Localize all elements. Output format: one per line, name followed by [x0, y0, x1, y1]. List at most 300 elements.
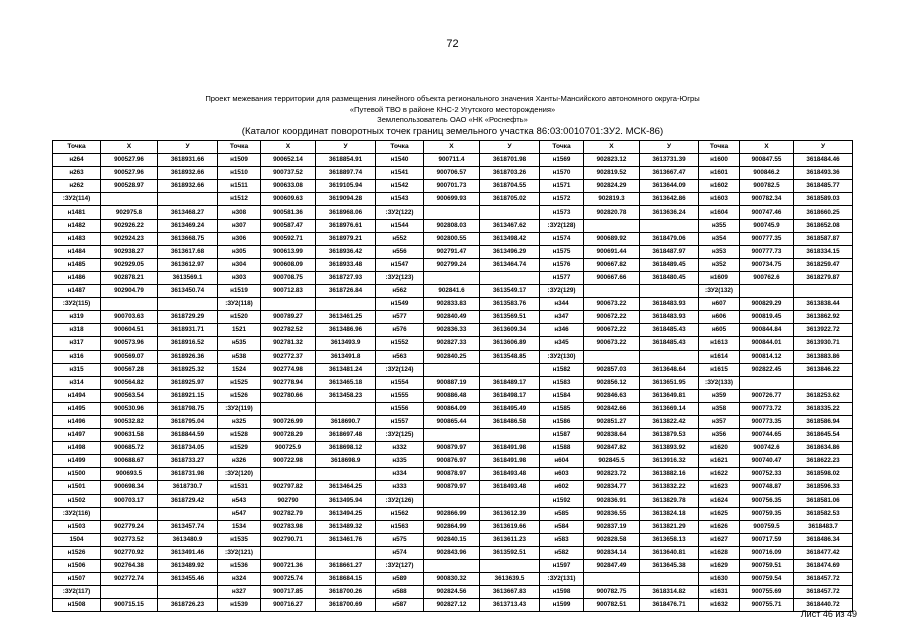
table-cell: н1509: [218, 154, 261, 167]
table-cell: 902780.66: [261, 389, 316, 402]
table-row: [53, 415, 853, 428]
table-cell: н333: [376, 481, 424, 494]
table-cell: 900844.01: [740, 337, 794, 350]
table-cell: н1481: [53, 206, 101, 219]
table-cell: 902924.23: [101, 232, 158, 245]
table-cell: н584: [540, 520, 584, 533]
table-cell: 3618477.42: [794, 546, 853, 559]
table-cell: н556: [376, 245, 424, 258]
table-cell: 3618979.21: [316, 232, 376, 245]
table-cell: 900716.09: [740, 546, 794, 559]
table-row: [53, 193, 853, 206]
table-cell: 3618701.98: [480, 154, 540, 167]
table-cell: 3613468.27: [158, 206, 218, 219]
table-cell: н1577: [540, 271, 584, 284]
table-cell: 902926.22: [101, 219, 158, 232]
table-cell: н1557: [376, 415, 424, 428]
table-cell: 900592.71: [261, 232, 316, 245]
table-cell: 902840.25: [424, 350, 480, 363]
table-cell: н1506: [53, 560, 101, 573]
table-row: [53, 455, 853, 468]
table-cell: 902823.12: [584, 154, 640, 167]
table-row: [53, 245, 853, 258]
table-cell: 902774.98: [261, 363, 316, 376]
table-cell: 3618684.15: [316, 573, 376, 586]
table-cell: 3618916.52: [158, 337, 218, 350]
table-cell: 902843.96: [424, 546, 480, 559]
table-cell: 900564.82: [101, 376, 158, 389]
table-cell: 900703.63: [101, 311, 158, 324]
table-cell: 3618483.7: [794, 520, 853, 533]
table-cell: 900759.51: [740, 560, 794, 573]
table-cell: 3613879.53: [640, 429, 699, 442]
table-cell: 3618589.03: [794, 193, 853, 206]
table-cell: н307: [218, 219, 261, 232]
table-cell: [101, 586, 158, 599]
table-cell: н1556: [376, 402, 424, 415]
table-cell: н1623: [699, 481, 740, 494]
table-cell: :ЗУ2(129): [540, 285, 584, 298]
table-cell: [101, 507, 158, 520]
table-cell: 3618731.98: [158, 468, 218, 481]
table-cell: 902827.33: [424, 337, 480, 350]
table-cell: 900819.45: [740, 311, 794, 324]
table-cell: 3613609.34: [480, 324, 540, 337]
table-cell: 900563.54: [101, 389, 158, 402]
table-cell: 902846.63: [584, 389, 640, 402]
table-cell: н1574: [540, 232, 584, 245]
table-cell: 3613822.42: [640, 415, 699, 428]
table-cell: 900693.5: [101, 468, 158, 481]
table-cell: 900846.2: [740, 167, 794, 180]
table-cell: 902822.45: [740, 363, 794, 376]
table-row: [53, 442, 853, 455]
table-cell: 900744.65: [740, 429, 794, 442]
table-cell: н1609: [699, 271, 740, 284]
table-cell: 3618489.17: [480, 376, 540, 389]
table-cell: [424, 494, 480, 507]
table-cell: 3618968.06: [316, 206, 376, 219]
table-row: [53, 429, 853, 442]
table-cell: 902823.72: [584, 468, 640, 481]
table-cell: 902847.49: [584, 560, 640, 573]
table-cell: 900748.87: [740, 481, 794, 494]
table-cell: 902929.05: [101, 258, 158, 271]
table-cell: н1510: [218, 167, 261, 180]
table-cell: [424, 560, 480, 573]
table-cell: 900752.33: [740, 468, 794, 481]
table-cell: 902808.03: [424, 219, 480, 232]
table-cell: 3618700.69: [316, 599, 376, 612]
table-cell: 3618703.26: [480, 167, 540, 180]
table-cell: 900569.07: [101, 350, 158, 363]
table-cell: 900734.75: [740, 258, 794, 271]
table-cell: 3618457.72: [794, 573, 853, 586]
table-cell: н353: [699, 245, 740, 258]
table-cell: 3618486.34: [794, 533, 853, 546]
table-cell: н1541: [376, 167, 424, 180]
table-cell: [480, 494, 540, 507]
table-cell: 3618495.49: [480, 402, 540, 415]
table-cell: 3613645.38: [640, 560, 699, 573]
table-cell: 3618798.75: [158, 402, 218, 415]
header-catalog-title: (Каталог координат поворотных точек границ земельного участка 86:03:0010701:ЗУ2. МСК-86): [241, 125, 664, 137]
table-cell: н577: [376, 311, 424, 324]
table-cell: 3618698.12: [316, 442, 376, 455]
table-cell: н1631: [699, 586, 740, 599]
table-cell: 3613922.72: [794, 324, 853, 337]
table-cell: 900747.46: [740, 206, 794, 219]
header-project-title: Проект межевания территории для размещения линейного объекта регионального значения Ханты-Мансийского автономного округа-Югры: [205, 94, 700, 103]
table-cell: 902819.3: [584, 193, 640, 206]
table-cell: 902836.33: [424, 324, 480, 337]
table-cell: [640, 573, 699, 586]
table-cell: 3613495.94: [316, 494, 376, 507]
table-cell: [101, 193, 158, 206]
sheet-number: Лист 46 из 49: [800, 609, 857, 619]
table-cell: :ЗУ2(122): [376, 206, 424, 219]
table-cell: 3613569.1: [158, 271, 218, 284]
table-cell: 3618479.06: [640, 232, 699, 245]
table-cell: 900814.12: [740, 350, 794, 363]
column-header: У: [640, 141, 699, 154]
table-cell: 3618483.93: [640, 298, 699, 311]
table-cell: 900725.74: [261, 573, 316, 586]
table-cell: н606: [699, 311, 740, 324]
table-cell: [261, 468, 316, 481]
table-cell: 902824.56: [424, 586, 480, 599]
table-cell: :ЗУ2(132): [699, 285, 740, 298]
table-cell: 900717.59: [740, 533, 794, 546]
table-cell: н1629: [699, 560, 740, 573]
table-cell: 902864.99: [424, 520, 480, 533]
table-cell: н326: [218, 455, 261, 468]
column-header: X: [261, 141, 316, 154]
table-cell: 900672.22: [584, 311, 640, 324]
table-cell: 900715.15: [101, 599, 158, 612]
table-cell: 900708.75: [261, 271, 316, 284]
table-cell: [261, 402, 316, 415]
table-cell: 900721.36: [261, 560, 316, 573]
table-cell: н1597: [540, 560, 584, 573]
table-cell: 900782.51: [584, 599, 640, 612]
table-cell: 900864.09: [424, 402, 480, 415]
table-cell: 902938.27: [101, 245, 158, 258]
table-cell: [158, 298, 218, 311]
table-cell: 900528.97: [101, 180, 158, 193]
table-header-row: [53, 141, 853, 154]
table-cell: 3613549.17: [480, 285, 540, 298]
table-cell: н1500: [53, 468, 101, 481]
table-cell: 900712.83: [261, 285, 316, 298]
table-cell: [158, 507, 218, 520]
table-cell: 3618440.72: [794, 599, 853, 612]
table-cell: 3618484.46: [794, 154, 853, 167]
table-cell: 3618485.43: [640, 324, 699, 337]
table-cell: 902790: [261, 494, 316, 507]
table-cell: 902790.71: [261, 533, 316, 546]
table-cell: н1587: [540, 429, 584, 442]
table-cell: н1572: [540, 193, 584, 206]
table-cell: 900633.08: [261, 180, 316, 193]
table-cell: н1528: [218, 429, 261, 442]
table-cell: 900756.35: [740, 494, 794, 507]
table-cell: 3618491.98: [480, 442, 540, 455]
table-cell: н1485: [53, 258, 101, 271]
table-cell: 3618795.04: [158, 415, 218, 428]
table-row: [53, 389, 853, 402]
table-cell: н263: [53, 167, 101, 180]
table-row: [53, 311, 853, 324]
table-row: [53, 219, 853, 232]
table-cell: :ЗУ2(121): [218, 546, 261, 559]
table-cell: [480, 560, 540, 573]
table-cell: 900773.35: [740, 415, 794, 428]
table-cell: 3613651.95: [640, 376, 699, 389]
table-cell: 3618897.74: [316, 167, 376, 180]
table-cell: 1521: [218, 324, 261, 337]
table-cell: 3618622.23: [794, 455, 853, 468]
table-cell: 900759.5: [740, 520, 794, 533]
table-cell: н1519: [218, 285, 261, 298]
table-cell: н304: [218, 258, 261, 271]
table-cell: 900672.22: [584, 324, 640, 337]
table-cell: н1624: [699, 494, 740, 507]
table-cell: н1511: [218, 180, 261, 193]
table-cell: 3613617.68: [158, 245, 218, 258]
table-cell: н352: [699, 258, 740, 271]
table-cell: :ЗУ2(114): [53, 193, 101, 206]
table-cell: 900886.48: [424, 389, 480, 402]
table-cell: 3618690.7: [316, 415, 376, 428]
table-cell: н582: [540, 546, 584, 559]
table-cell: [424, 363, 480, 376]
table-cell: н1526: [53, 546, 101, 559]
table-cell: 3613469.24: [158, 219, 218, 232]
table-cell: 900782.34: [740, 193, 794, 206]
table-cell: н1586: [540, 415, 584, 428]
table-cell: 3613496.29: [480, 245, 540, 258]
table-cell: [794, 376, 853, 389]
table-cell: н1584: [540, 389, 584, 402]
table-cell: 902799.24: [424, 258, 480, 271]
header-land-user: Землепользователь ОАО «НК «Роснефть»: [377, 115, 528, 124]
table-cell: н1495: [53, 402, 101, 415]
table-cell: 3613489.92: [158, 560, 218, 573]
table-cell: 902834.14: [584, 546, 640, 559]
table-cell: 3613636.24: [640, 206, 699, 219]
table-cell: 900865.44: [424, 415, 480, 428]
table-row: [53, 154, 853, 167]
table-cell: н1531: [218, 481, 261, 494]
table-cell: 902878.21: [101, 271, 158, 284]
table-cell: н1540: [376, 154, 424, 167]
table-cell: 3613824.18: [640, 507, 699, 520]
table-cell: 900685.72: [101, 442, 158, 455]
table-cell: н1483: [53, 232, 101, 245]
table-cell: н1585: [540, 402, 584, 415]
table-cell: 3618976.61: [316, 219, 376, 232]
table-cell: 900789.27: [261, 311, 316, 324]
table-cell: 3618480.45: [640, 271, 699, 284]
table-cell: н1621: [699, 455, 740, 468]
table-cell: н1497: [53, 429, 101, 442]
table-cell: н1600: [699, 154, 740, 167]
table-cell: 3618334.15: [794, 245, 853, 258]
table-cell: н1626: [699, 520, 740, 533]
table-cell: н359: [699, 389, 740, 402]
table-cell: 902845.5: [584, 455, 640, 468]
table-cell: 902783.98: [261, 520, 316, 533]
table-cell: 900887.19: [424, 376, 480, 389]
table-cell: н1592: [540, 494, 584, 507]
table-cell: н1507: [53, 573, 101, 586]
table-cell: :ЗУ2(133): [699, 376, 740, 389]
table-cell: [740, 285, 794, 298]
table-cell: 900527.96: [101, 154, 158, 167]
table-cell: н543: [218, 494, 261, 507]
table-cell: 3618279.87: [794, 271, 853, 284]
table-cell: 900527.96: [101, 167, 158, 180]
table-row: [53, 180, 853, 193]
table-cell: [584, 285, 640, 298]
table-cell: н1499: [53, 455, 101, 468]
table-cell: н1539: [218, 599, 261, 612]
table-cell: 3618253.62: [794, 389, 853, 402]
table-cell: 3613611.23: [480, 533, 540, 546]
table-cell: [316, 298, 376, 311]
table-cell: 3613494.25: [316, 507, 376, 520]
table-cell: 3618932.66: [158, 180, 218, 193]
table-cell: н1614: [699, 350, 740, 363]
table-cell: н588: [376, 586, 424, 599]
table-cell: н354: [699, 232, 740, 245]
table-cell: 3618598.02: [794, 468, 853, 481]
table-cell: н355: [699, 219, 740, 232]
table-row: [53, 285, 853, 298]
table-cell: :ЗУ2(130): [540, 350, 584, 363]
table-cell: 3618729.42: [158, 494, 218, 507]
table-cell: 900604.51: [101, 324, 158, 337]
table-cell: 3613669.14: [640, 402, 699, 415]
table-cell: н1520: [218, 311, 261, 324]
table-cell: 902791.47: [424, 245, 480, 258]
table-cell: н335: [376, 455, 424, 468]
table-cell: 900673.22: [584, 337, 640, 350]
table-cell: 902782.79: [261, 507, 316, 520]
table-cell: 902975.8: [101, 206, 158, 219]
table-cell: н1562: [376, 507, 424, 520]
table-cell: 902820.78: [584, 206, 640, 219]
table-cell: н1535: [218, 533, 261, 546]
table-cell: н1482: [53, 219, 101, 232]
table-cell: н576: [376, 324, 424, 337]
table-cell: 3613642.86: [640, 193, 699, 206]
table-row: [53, 468, 853, 481]
table-cell: 900728.29: [261, 429, 316, 442]
table-cell: 900717.85: [261, 586, 316, 599]
table-cell: 3613464.74: [480, 258, 540, 271]
table-cell: 3613458.23: [316, 389, 376, 402]
document-header: [0, 94, 905, 138]
table-cell: 1504: [53, 533, 101, 546]
table-body: [53, 154, 853, 612]
table-row: [53, 546, 853, 559]
table-cell: :ЗУ2(118): [218, 298, 261, 311]
table-cell: 900829.29: [740, 298, 794, 311]
table-cell: н344: [540, 298, 584, 311]
table-cell: 900581.36: [261, 206, 316, 219]
table-cell: н1502: [53, 494, 101, 507]
table-cell: 3613612.39: [480, 507, 540, 520]
column-header: У: [158, 141, 218, 154]
table-cell: 902770.92: [101, 546, 158, 559]
table-cell: 902800.55: [424, 232, 480, 245]
table-cell: 3613883.86: [794, 350, 853, 363]
table-cell: 900530.96: [101, 402, 158, 415]
table-cell: 902857.03: [584, 363, 640, 376]
table-cell: н1487: [53, 285, 101, 298]
table-cell: н575: [376, 533, 424, 546]
table-cell: 900673.22: [584, 298, 640, 311]
table-cell: 3613838.44: [794, 298, 853, 311]
table-cell: н314: [53, 376, 101, 389]
table-cell: 3618586.94: [794, 415, 853, 428]
table-cell: 3613606.89: [480, 337, 540, 350]
table-cell: [794, 285, 853, 298]
table-cell: 3613832.22: [640, 481, 699, 494]
table-cell: 1534: [218, 520, 261, 533]
table-cell: 3618596.33: [794, 481, 853, 494]
table-cell: н1627: [699, 533, 740, 546]
table-cell: 3613480.9: [158, 533, 218, 546]
table-cell: н1542: [376, 180, 424, 193]
table-cell: 3613893.92: [640, 442, 699, 455]
table-cell: н1625: [699, 507, 740, 520]
table-cell: 900782.5: [740, 180, 794, 193]
table-cell: 900567.28: [101, 363, 158, 376]
table-cell: 3613829.78: [640, 494, 699, 507]
table-cell: 3618931.66: [158, 154, 218, 167]
table-cell: 900782.75: [584, 586, 640, 599]
table-cell: 3613569.51: [480, 311, 540, 324]
table-cell: 900701.73: [424, 180, 480, 193]
table-cell: н325: [218, 415, 261, 428]
table-cell: 3618661.27: [316, 560, 376, 573]
table-cell: 902782.52: [261, 324, 316, 337]
table-cell: 900725.9: [261, 442, 316, 455]
table-cell: 3618705.02: [480, 193, 540, 206]
column-header: У: [794, 141, 853, 154]
table-cell: 900755.71: [740, 599, 794, 612]
table-cell: 3618697.48: [316, 429, 376, 442]
table-cell: 900740.47: [740, 455, 794, 468]
table-cell: 900830.32: [424, 573, 480, 586]
table-cell: 900631.58: [101, 429, 158, 442]
table-row: [53, 232, 853, 245]
table-cell: 900573.96: [101, 337, 158, 350]
table-cell: 3618729.29: [158, 311, 218, 324]
table-cell: н334: [376, 468, 424, 481]
table-cell: н535: [218, 337, 261, 350]
table-cell: н1549: [376, 298, 424, 311]
table-cell: 3613713.43: [480, 599, 540, 612]
table-cell: 3613493.9: [316, 337, 376, 350]
table-cell: н603: [540, 468, 584, 481]
table-cell: 900706.57: [424, 167, 480, 180]
table-cell: н262: [53, 180, 101, 193]
table-cell: 902838.64: [584, 429, 640, 442]
